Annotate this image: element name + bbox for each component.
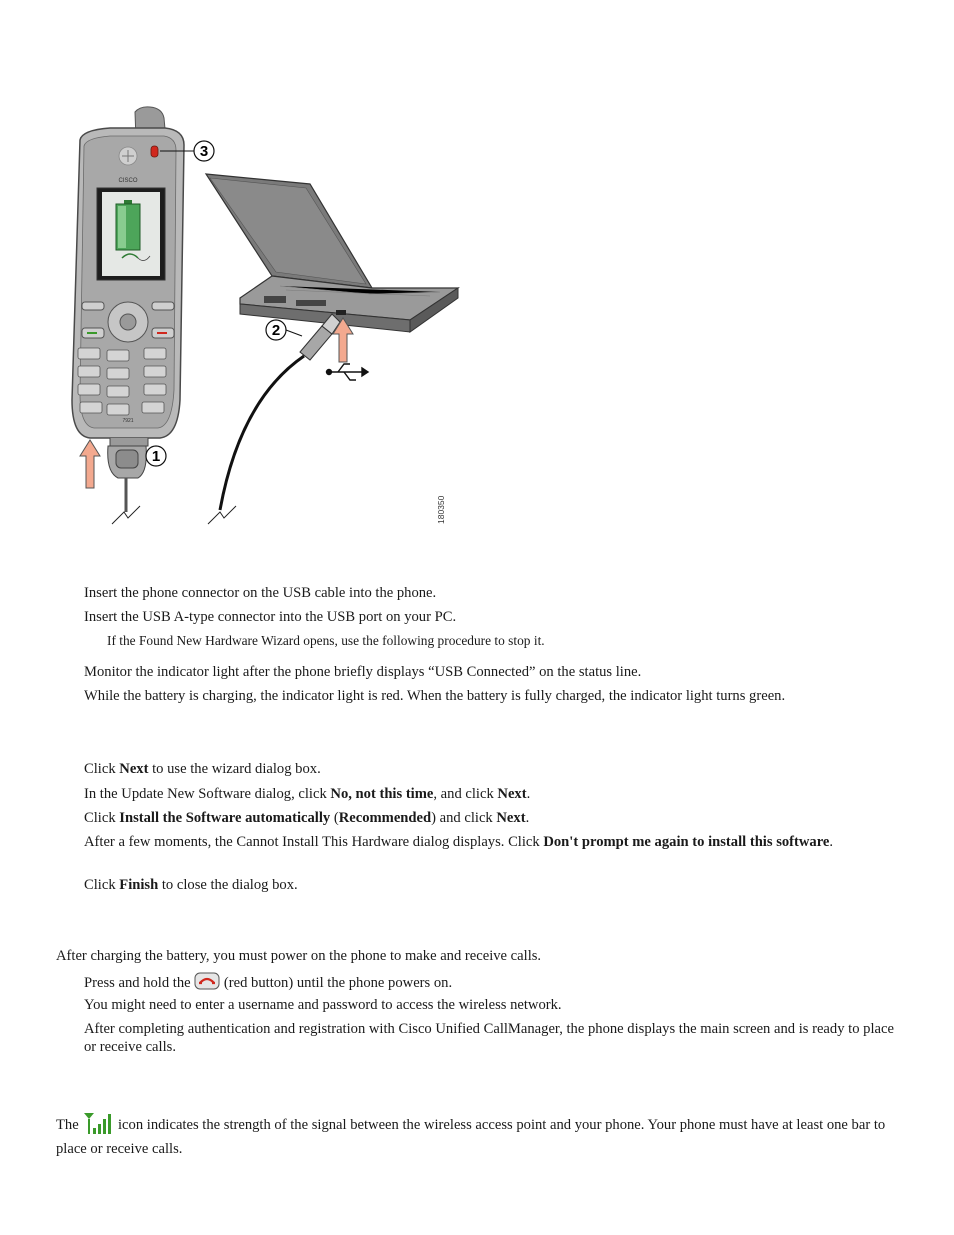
- callout-2: [266, 320, 302, 340]
- phone-model-label: 7921: [122, 418, 134, 424]
- signal-paragraph: The icon indicates the strength of the signal between the wireless access point and your phone. Your phone must have at least one bar to place or receive calls.: [56, 1111, 896, 1158]
- monitor-step: Monitor the indicator light after the phone briefly displays “USB Connected” on the status line.: [84, 664, 642, 680]
- indicator-light-icon: [151, 146, 158, 157]
- wizard-step-3: Click Install the Software automatically (Recommended) and click Next.: [84, 810, 530, 826]
- charging-step-1: Insert the phone connector on the USB cable into the phone.: [84, 585, 437, 601]
- insert-arrow-icon: [80, 440, 100, 488]
- power-step-2: You might need to enter a username and password to access the wireless network.: [84, 997, 562, 1013]
- signal-strength-icon: [82, 1111, 114, 1140]
- next-label: Next: [497, 786, 527, 802]
- finish-label: Finish: [119, 877, 159, 893]
- illustration-svg: [50, 100, 470, 540]
- charging-note: If the Found New Hardware Wizard opens, use the following procedure to stop it.: [107, 633, 545, 648]
- callout-1: [146, 446, 166, 466]
- svg-text:1: 1: [151, 448, 161, 465]
- power-intro: After charging the battery, you must power on the phone to make and receive calls.: [56, 948, 542, 964]
- next-label: Next: [119, 761, 149, 777]
- wizard-step-1: Click Next to use the wizard dialog box.: [84, 761, 321, 777]
- phone-brand-label: CISCO: [118, 178, 138, 184]
- svg-text:2: 2: [271, 322, 281, 339]
- install-automatically-label: Install the Software automatically: [119, 810, 331, 826]
- usb-charging-illustration: [50, 100, 470, 540]
- red-power-button-icon: [194, 972, 220, 995]
- no-not-this-time-label: No, not this time: [330, 786, 434, 802]
- battery-status: While the battery is charging, the indicator light is red. When the battery is fully charged, the indicator light turns green.: [84, 688, 786, 704]
- figure-number: 180350: [436, 495, 446, 524]
- svg-text:3: 3: [199, 143, 209, 160]
- usb-symbol-icon: [327, 364, 369, 380]
- laptop-illustration: [206, 174, 458, 332]
- wizard-step-2: In the Update New Software dialog, click No, not this time, and click Next.: [84, 786, 531, 802]
- power-step-1: Press and hold the (red button) until the phone powers on.: [84, 972, 452, 995]
- power-step-3: After completing authentication and registration with Cisco Unified CallManager, the phone displays the main screen and is ready to place or receive calls.: [84, 1021, 894, 1055]
- charging-step-2: Insert the USB A-type connector into the USB port on your PC.: [84, 609, 457, 625]
- wizard-step-5: Click Finish to close the dialog box.: [84, 877, 298, 893]
- next-label: Next: [496, 810, 526, 826]
- recommended-label: Recommended: [338, 810, 432, 826]
- wizard-step-4: After a few moments, the Cannot Install This Hardware dialog displays. Click Don't prompt me again to install this software.: [84, 834, 834, 850]
- dont-prompt-label: Don't prompt me again to install this software: [543, 834, 830, 850]
